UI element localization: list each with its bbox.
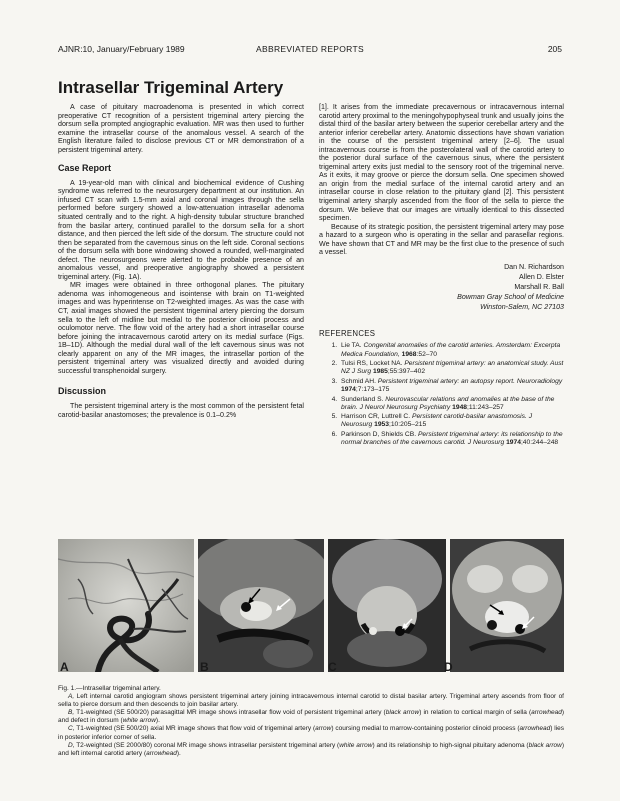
figure-panel-a-angiogram xyxy=(58,539,194,672)
case-report-heading: Case Report xyxy=(58,163,112,174)
discussion-paragraph-2: [1]. It arises from the immediate precavernous or intracavernous internal carotid artery proximal to the meningohypophyseal trunk and usually joins the distal third of the basilar artery between the superior cerebellar artery and the anterior inferior cerebellar artery. Anatomic dissections have shown variation in the course of the persistent trigeminal artery [2–6]. The usual intracavernous course is from the posterolateral wall of the carotid artery to the posterior dural surface of the cavernous sinus, where the persistent trigeminal artery exits just medial to the sensory root of the trigeminal nerve. As it exits, it may groove or pierce the dorsum sella. One specimen showed an origin from the medial surface of the internal carotid artery and an intrasellar course in close relation to the pituitary gland [2]. This persistent trigeminal artery sharply ascended from the floor of the sella to pierce the dorsum. We believe that our images are virtually identical to this dissected specimen. xyxy=(319,103,564,223)
panel-label-c: C xyxy=(328,660,337,674)
references-heading: REFERENCES xyxy=(319,328,376,338)
case-paragraph-2: MR images were obtained in three orthogonal planes. The pituitary adenoma was inhomogeneous and isointense with brain on T1-weighted images and was hyperintense on T2-weighted images. As was the case with CT, axial images showed the persistent trigeminal artery piercing the dorsum sella to the left of midline but medial to the posterior clinoid process and oculomotor nerve. The flow void of the artery had a short intrasellar course before joining the intracavernous carotid artery on its medial surface (Figs. 1B–1D). Although the medial dural wall of the left cavernous sinus was not clearly apparent on any of the MR images, the intrasellar portion of the persistent trigeminal artery was visualized directly and avoided during successful transphenoidal surgery. xyxy=(58,281,304,375)
author-name: Allen D. Elster xyxy=(519,272,564,281)
caption-d: D, T2-weighted (SE 2000/80) coronal MR image shows intrasellar persistent trigeminal artery (white arrow) and its relationship to high-signal pituitary adenoma (black arrow) and left internal carotid artery (arrowhead). xyxy=(58,741,565,757)
intro-paragraph: A case of pituitary macroadenoma is presented in which correct preoperative CT recognition of a persistent trigeminal artery piercing the dorsum sella prompted angiographic evaluation. MR was then used to further examine the intrasellar course of the anomalous vessel. A search of the English literature failed to disclose previous CT or MR demonstration of a persistent trigeminal artery. xyxy=(58,103,304,154)
reference-item: 2. Tulsi RS, Locket NA. Persistent trigeminal artery: an anatomical study. Aust NZ J Surg 1985;55:397–402 xyxy=(339,360,564,376)
reference-item: 1. Lie TA. Congenital anomalies of the carotid arteries. Amsterdam: Excerpta Medica Foundation, 1968:52–70 xyxy=(339,342,564,358)
figure-caption xyxy=(58,685,564,758)
figure-panel-c-mri xyxy=(328,539,446,672)
panel-label-a: A xyxy=(60,660,69,674)
author-name: Dan N. Richardson xyxy=(504,262,564,271)
caption-c: C, T1-weighted (SE 500/20) axial MR image shows that flow void of trigeminal artery (arrow) coursing medial to marrow-containing posterior clinoid process (arrowhead) lies in posterior inferior corner of sella. xyxy=(58,725,564,741)
case-paragraph-1: A 19-year-old man with clinical and biochemical evidence of Cushing syndrome was referred to the neurosurgery department at our institution. An infused CT scan with 1.5-mm axial and coronal images through the sella performed before surgery showed a low-attenuation intrasellar adenoma situated centrally and to the right. A high-density tubular structure branched from the basilar artery, continued parallel to the dorsum sella for a short distance, and then pierced the left side of the dorsum. The structure could not then be separated from the cavernous sinus on the left side. Coronal sections of the dorsum sella with bone windowing showed a rounded, well-marginated defect. The neurosurgeons were alerted to the probable presence of an anomalous vessel, and preoperative angiography showed a persistent trigeminal artery. (Fig. 1A). xyxy=(58,178,304,281)
reference-item: 5. Harrison CR, Luttrell C. Persistent carotid-basilar anastomosis. J Neurosurg 1953;10:205–215 xyxy=(339,413,564,429)
page-number: 205 xyxy=(547,44,562,54)
journal-citation: AJNR:10, January/February 1989 xyxy=(58,44,185,54)
panel-label-b: B xyxy=(200,660,209,674)
discussion-paragraph-1: The persistent trigeminal artery is the most common of the persistent fetal carotid-basilar anastomoses; the prevalence is 0.1–0.2% xyxy=(58,401,304,419)
figure-panel-d-mri xyxy=(450,539,564,672)
article-title: Intrasellar Trigeminal Artery xyxy=(58,78,284,97)
reference-item: 4. Sunderland S. Neurovascular relations and anomalies at the base of the brain. J Neurol Neurosurg Psychiatry 1948;11:243–257 xyxy=(339,396,564,412)
figure-panel-b-mri xyxy=(198,539,324,672)
references-list xyxy=(319,342,564,447)
section-title: ABBREVIATED REPORTS xyxy=(256,44,364,54)
right-column xyxy=(319,103,564,449)
caption-b: B, T1-weighted (SE 500/20) parasagittal MR image shows intrasellar flow void of persistent trigeminal artery (black arrow) in relation to cortical margin of sella (arrowhead) and defect in dorsum (white arrow). xyxy=(58,709,564,725)
discussion-heading: Discussion xyxy=(58,386,107,397)
author-signature xyxy=(319,262,564,312)
caption-a: A, Left internal carotid angiogram shows persistent trigeminal artery joining intracavernous internal carotid to distal basilar artery. Trigeminal artery ascends from floor of sella to pierce dorsum and then descends to join basilar artery. xyxy=(58,693,564,709)
reference-item: 6. Parkinson D, Shields CB. Persistent trigeminal artery: its relationship to the normal branches of the cavernous carotid. J Neurosurg 1974;40:244–248 xyxy=(339,431,564,447)
discussion-paragraph-3: Because of its strategic position, the persistent trigeminal artery may pose a hazard to a surgeon who is operating in the sellar and parasellar regions. We have shown that CT and MR may be the first clue to the presence of such a vessel. xyxy=(319,222,564,257)
reference-item: 3. Schmid AH. Persistent trigeminal artery: an autopsy report. Neuroradiology 1974;7:173–175 xyxy=(339,378,564,394)
running-header xyxy=(58,44,562,56)
author-affiliation: Bowman Gray School of Medicine xyxy=(457,292,564,301)
panel-label-d: D xyxy=(444,660,453,674)
caption-title: Fig. 1.—Intrasellar trigeminal artery. xyxy=(58,685,161,692)
author-name: Marshall R. Ball xyxy=(514,282,564,291)
figure-1 xyxy=(58,539,564,672)
author-location: Winston-Salem, NC 27103 xyxy=(480,302,564,311)
left-column xyxy=(58,103,304,419)
